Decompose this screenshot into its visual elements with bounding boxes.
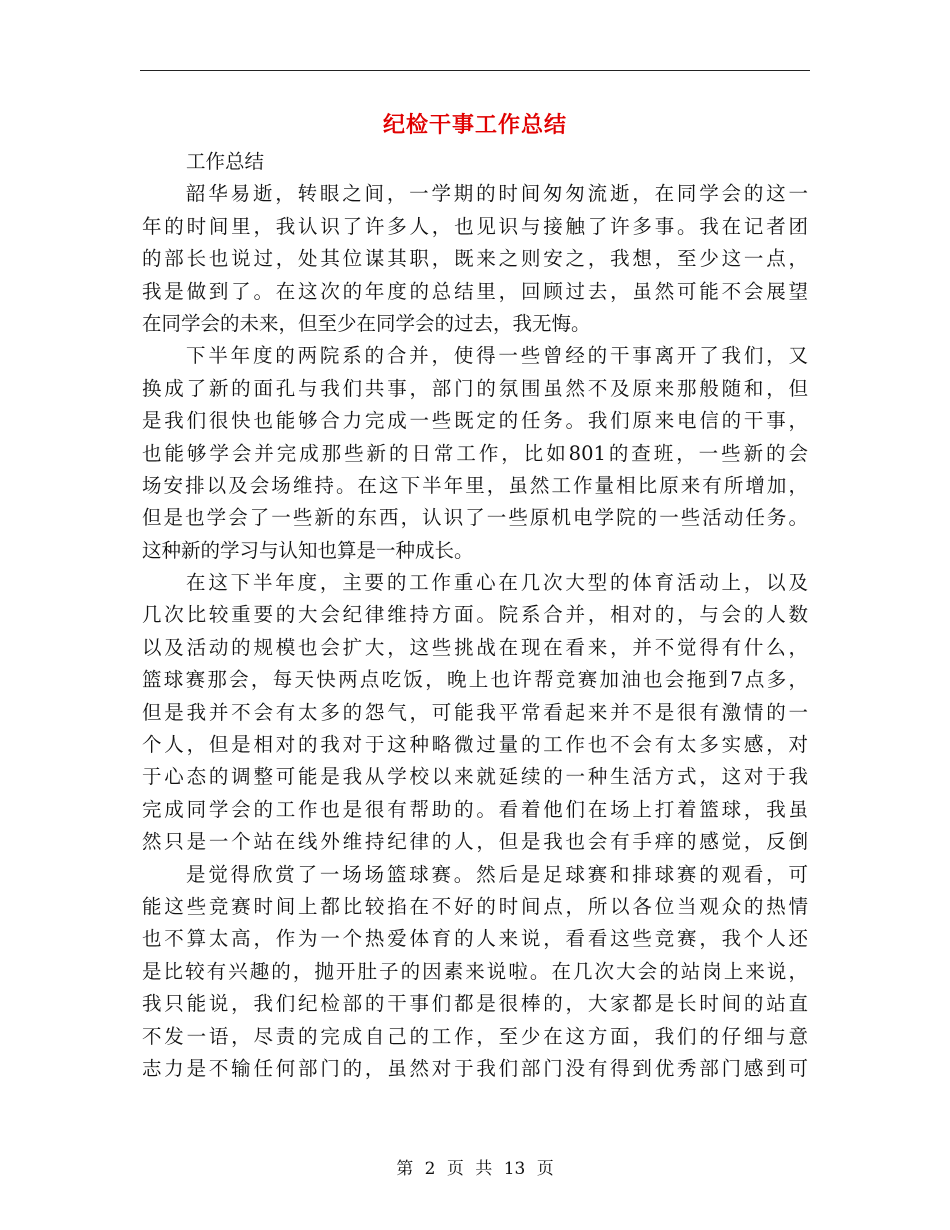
text-line: 能这些竞赛时间上都比较掐在不好的时间点，所以各位当观众的热情 [142, 894, 808, 918]
header-rule [140, 70, 810, 71]
text-line: 这种新的学习与认知也算是一种成长。 [142, 538, 474, 562]
text-line: 然只是一个站在线外维持纪律的人，但是我也会有手痒的感觉，反倒 [142, 830, 808, 854]
text-line: 志力是不输任何部门的，虽然对于我们部门没有得到优秀部门感到可 [142, 1056, 808, 1080]
text-line: 下半年度的两院系的合并，使得一些曾经的干事离开了我们，又 [186, 344, 808, 368]
text-line: 以及活动的规模也会扩大，这些挑战在现在看来，并不觉得有什么， [142, 635, 808, 659]
text-line: 也不算太高，作为一个热爱体育的人来说，看看这些竞赛，我个人还 [142, 927, 808, 951]
text-line: 但是我并不会有太多的怨气，可能我平常看起来并不是很有激情的一 [142, 700, 808, 724]
text-line: 几次比较重要的大会纪律维持方面。院系合并，相对的，与会的人数 [142, 603, 808, 627]
text-line: 年的时间里，我认识了许多人，也见识与接触了许多事。我在记者团 [142, 214, 808, 238]
text-line: 个人，但是相对的我对于这种略微过量的工作也不会有太多实感，对 [142, 733, 808, 757]
text-line: 篮球赛那会，每天快两点吃饭，晚上也许帮竞赛加油也会拖到7点多， [142, 668, 808, 692]
section-heading: 工作总结 [186, 150, 265, 173]
text-line: 也能够学会并完成那些新的日常工作，比如801的查班，一些新的会 [142, 441, 808, 465]
text-line: 在同学会的未来，但至少在同学会的过去，我无悔。 [142, 311, 591, 335]
text-line: 不发一语，尽责的完成自己的工作，至少在这方面，我们的仔细与意 [142, 1024, 808, 1048]
text-line: 换成了新的面孔与我们共事，部门的氛围虽然不及原来那般随和，但 [142, 376, 808, 400]
text-line: 是我们很快也能够合力完成一些既定的任务。我们原来电信的干事， [142, 409, 808, 433]
text-line: 在这下半年度，主要的工作重心在几次大型的体育活动上，以及 [186, 571, 808, 595]
text-line: 是觉得欣赏了一场场篮球赛。然后是足球赛和排球赛的观看，可 [186, 862, 808, 886]
text-line: 我是做到了。在这次的年度的总结里，回顾过去，虽然可能不会展望 [142, 279, 808, 303]
text-line: 韶华易逝，转眼之间，一学期的时间匆匆流逝，在同学会的这一 [186, 182, 808, 206]
text-line: 完成同学会的工作也是很有帮助的。看着他们在场上打着篮球，我虽 [142, 797, 808, 821]
text-line: 我只能说，我们纪检部的干事们都是很棒的，大家都是长时间的站直 [142, 992, 808, 1016]
text-line: 是比较有兴趣的，抛开肚子的因素来说啦。在几次大会的站岗上来说， [142, 959, 808, 983]
text-line: 的部长也说过，处其位谋其职，既来之则安之，我想，至少这一点， [142, 247, 808, 271]
page-number: 第 2 页 共 13 页 [396, 1159, 554, 1179]
text-line: 于心态的调整可能是我从学校以来就延续的一种生活方式，这对于我 [142, 765, 808, 789]
page-title: 纪检干事工作总结 [382, 112, 567, 138]
text-line: 场安排以及会场维持。在这下半年里，虽然工作量相比原来有所增加， [142, 473, 808, 497]
document-body [142, 146, 808, 1085]
text-line: 但是也学会了一些新的东西，认识了一些原机电学院的一些活动任务。 [142, 506, 808, 530]
